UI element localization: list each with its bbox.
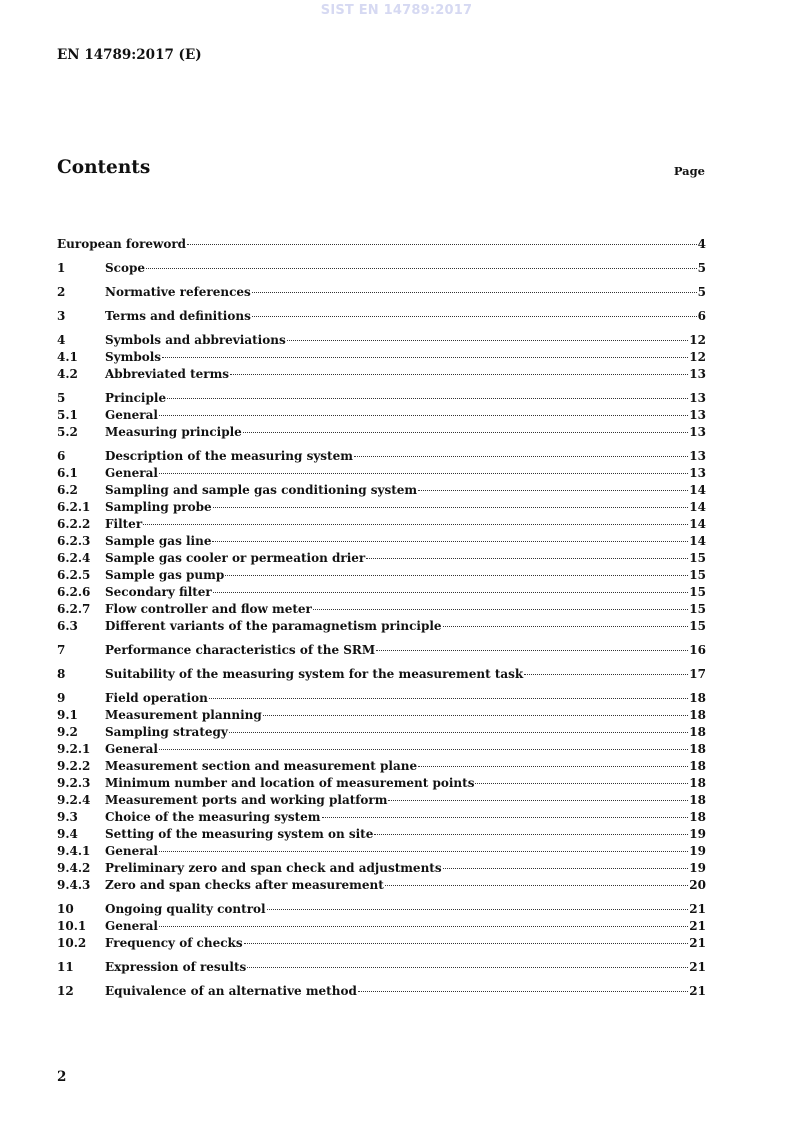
toc-entry-number: 6.2.5 (57, 568, 91, 582)
toc-entry-number: 9.4.2 (57, 861, 91, 875)
toc-entry[interactable] (57, 707, 706, 724)
toc-entry-title: Sample gas line (105, 534, 212, 548)
toc-entry[interactable] (57, 618, 706, 635)
toc-entry-title: Flow controller and flow meter (105, 602, 312, 616)
toc-leader-dots (187, 243, 697, 245)
toc-entry-title: Choice of the measuring system (105, 810, 321, 824)
toc-entry-number: 9.2.4 (57, 793, 91, 807)
toc-entry[interactable] (57, 666, 706, 683)
toc-entry-page: 6 (697, 309, 706, 323)
toc-entry-title: General (105, 844, 158, 858)
toc-entry-number: 3 (57, 309, 66, 323)
toc-entry-number: 6.2.6 (57, 585, 91, 599)
toc-entry-page: 21 (689, 984, 706, 998)
toc-entry-page: 21 (689, 902, 706, 916)
toc-leader-dots (167, 397, 688, 399)
toc-entry-number: 6.2.3 (57, 534, 91, 548)
toc-leader-dots (159, 925, 688, 927)
toc-entry-number: 10 (57, 902, 74, 916)
toc-entry-number: 6.3 (57, 619, 78, 633)
toc-entry-title: Field operation (105, 691, 208, 705)
toc-entry-number: 9 (57, 691, 66, 705)
toc-entry-number: 9.1 (57, 708, 78, 722)
toc-leader-dots (388, 799, 688, 801)
toc-leader-dots (263, 714, 689, 716)
toc-entry[interactable] (57, 407, 706, 424)
toc-entry-page: 19 (689, 861, 706, 875)
toc-entry-page: 13 (689, 408, 706, 422)
toc-leader-dots (418, 489, 688, 491)
document-id: EN 14789:2017 (E) (57, 47, 202, 63)
toc-entry-title: General (105, 466, 158, 480)
toc-leader-dots (385, 884, 689, 886)
toc-leader-dots (212, 540, 688, 542)
toc-entry-page: 12 (689, 350, 706, 364)
toc-entry-number: 6.2.1 (57, 500, 91, 514)
toc-entry-number: 7 (57, 643, 66, 657)
toc-entry-number: 9.4.3 (57, 878, 91, 892)
toc-entry-number: 10.1 (57, 919, 87, 933)
toc-entry-number: 9.3 (57, 810, 78, 824)
toc-entry[interactable] (57, 741, 706, 758)
toc-entry-title: Measurement ports and working platform (105, 793, 388, 807)
toc-entry-title: Filter (105, 517, 143, 531)
toc-entry-page: 17 (689, 667, 706, 681)
toc-entry-number: 8 (57, 667, 66, 681)
toc-entry-page: 21 (689, 936, 706, 950)
toc-entry-number: 9.4 (57, 827, 78, 841)
toc-leader-dots (366, 557, 688, 559)
toc-entry[interactable] (57, 642, 706, 659)
toc-leader-dots (243, 431, 689, 433)
toc-entry[interactable] (57, 724, 706, 741)
toc-entry-title: General (105, 408, 158, 422)
toc-leader-dots (374, 833, 688, 835)
toc-leader-dots (162, 356, 688, 358)
toc-entry-number: 6.2.4 (57, 551, 91, 565)
toc-entry-number: 5.2 (57, 425, 78, 439)
toc-entry-title: Normative references (105, 285, 251, 299)
toc-entry-page: 14 (689, 500, 706, 514)
toc-entry-title: General (105, 919, 158, 933)
toc-entry-page: 18 (689, 691, 706, 705)
toc-entry-page: 15 (689, 551, 706, 565)
toc-entry-number: 5 (57, 391, 66, 405)
toc-entry-page: 14 (689, 534, 706, 548)
toc-leader-dots (159, 472, 688, 474)
toc-entry[interactable] (57, 792, 706, 809)
toc-entry[interactable] (57, 567, 706, 584)
toc-leader-dots (418, 765, 688, 767)
toc-entry-title: Symbols (105, 350, 162, 364)
toc-entry-title: Sample gas pump (105, 568, 225, 582)
toc-entry-number: 6.2 (57, 483, 78, 497)
toc-entry-number: 6.2.7 (57, 602, 91, 616)
toc-entry-page: 15 (689, 585, 706, 599)
toc-entry-page: 18 (689, 759, 706, 773)
toc-entry-page: 13 (689, 449, 706, 463)
toc-entry-page: 5 (697, 261, 706, 275)
toc-entry[interactable] (57, 349, 706, 366)
toc-leader-dots (252, 291, 697, 293)
toc-leader-dots (230, 373, 688, 375)
toc-entry-number: 10.2 (57, 936, 87, 950)
toc-entry-number: 12 (57, 984, 74, 998)
page-column-label: Page (673, 164, 705, 178)
toc-entry-page: 15 (689, 602, 706, 616)
toc-entry-page: 18 (689, 810, 706, 824)
toc-entry-page: 18 (689, 776, 706, 790)
toc-leader-dots (209, 697, 689, 699)
toc-entry[interactable] (57, 260, 706, 277)
contents-title: Contents (57, 157, 151, 178)
toc-entry-number: 6 (57, 449, 66, 463)
toc-entry[interactable] (57, 843, 706, 860)
toc-entry-page: 15 (689, 619, 706, 633)
toc-entry-page: 18 (689, 725, 706, 739)
toc-entry-title: Symbols and abbreviations (105, 333, 286, 347)
toc-entry-title: Setting of the measuring system on site (105, 827, 374, 841)
toc-entry[interactable] (57, 690, 706, 707)
toc-entry[interactable] (57, 533, 706, 550)
toc-entry[interactable] (57, 935, 706, 952)
page-number: 2 (57, 1069, 67, 1085)
toc-entry-page: 20 (689, 878, 706, 892)
toc-leader-dots (143, 523, 688, 525)
toc-leader-dots (322, 816, 689, 818)
toc-leader-dots (225, 574, 688, 576)
toc-entry-title: European foreword (57, 237, 187, 251)
toc-entry-number: 9.2.2 (57, 759, 91, 773)
toc-entry-title: Sampling probe (105, 500, 212, 514)
toc-leader-dots (443, 625, 689, 627)
toc-entry-title: Abbreviated terms (105, 367, 230, 381)
toc-leader-dots (475, 782, 688, 784)
toc-entry-title: Sampling strategy (105, 725, 228, 739)
toc-leader-dots (358, 990, 688, 992)
toc-entry-page: 21 (689, 919, 706, 933)
toc-entry[interactable] (57, 332, 706, 349)
toc-entry-page: 14 (689, 483, 706, 497)
toc-entry[interactable] (57, 550, 706, 567)
toc-entry-title: Sampling and sample gas conditioning system (105, 483, 418, 497)
toc-leader-dots (159, 748, 688, 750)
toc-entry[interactable] (57, 809, 706, 826)
toc-leader-dots (313, 608, 688, 610)
toc-leader-dots (213, 506, 689, 508)
toc-entry[interactable] (57, 877, 706, 894)
toc-entry-title: Equivalence of an alternative method (105, 984, 357, 998)
toc-entry-number: 11 (57, 960, 74, 974)
toc-entry-page: 13 (689, 466, 706, 480)
toc-entry-page: 19 (689, 844, 706, 858)
toc-entry[interactable] (57, 366, 706, 383)
toc-entry-page: 19 (689, 827, 706, 841)
toc-leader-dots (287, 339, 689, 341)
toc-leader-dots (159, 414, 688, 416)
watermark: SIST EN 14789:2017 (320, 3, 473, 18)
toc-entry-number: 9.2.1 (57, 742, 91, 756)
toc-entry[interactable] (57, 983, 706, 1000)
toc-entry-number: 5.1 (57, 408, 78, 422)
toc-entry-title: Scope (105, 261, 146, 275)
toc-entry-number: 4.2 (57, 367, 78, 381)
toc-entry-page: 12 (689, 333, 706, 347)
toc-entry[interactable] (57, 284, 706, 301)
toc-entry[interactable] (57, 236, 706, 253)
toc-entry-title: Different variants of the paramagnetism principle (105, 619, 442, 633)
toc-entry[interactable] (57, 959, 706, 976)
toc-entry-number: 6.1 (57, 466, 78, 480)
toc-entry-number: 6.2.2 (57, 517, 91, 531)
toc-entry-page: 15 (689, 568, 706, 582)
toc-entry-title: Measuring principle (105, 425, 242, 439)
toc-entry-number: 1 (57, 261, 66, 275)
toc-entry-title: Minimum number and location of measurement points (105, 776, 475, 790)
toc-entry[interactable] (57, 465, 706, 482)
toc-entry-title: Ongoing quality control (105, 902, 266, 916)
toc-entry-page: 18 (689, 708, 706, 722)
toc-entry-title: Principle (105, 391, 167, 405)
toc-leader-dots (354, 455, 688, 457)
toc-leader-dots (524, 673, 688, 675)
toc-entry-page: 16 (689, 643, 706, 657)
toc-entry-title: General (105, 742, 158, 756)
toc-entry[interactable] (57, 860, 706, 877)
toc-leader-dots (146, 267, 697, 269)
toc-leader-dots (213, 591, 689, 593)
toc-leader-dots (252, 315, 697, 317)
toc-entry[interactable] (57, 918, 706, 935)
toc-leader-dots (247, 966, 688, 968)
toc-leader-dots (267, 908, 689, 910)
toc-entry[interactable] (57, 448, 706, 465)
toc-entry-page: 18 (689, 742, 706, 756)
toc-entry-number: 4.1 (57, 350, 78, 364)
toc-entry-title: Preliminary zero and span check and adjustments (105, 861, 442, 875)
toc-entry-title: Measurement section and measurement plane (105, 759, 418, 773)
toc-entry-title: Sample gas cooler or permeation drier (105, 551, 366, 565)
toc-leader-dots (159, 850, 688, 852)
toc-entry-page: 13 (689, 367, 706, 381)
toc-entry-number: 2 (57, 285, 66, 299)
toc-entry[interactable] (57, 601, 706, 618)
toc-leader-dots (443, 867, 689, 869)
table-of-contents (57, 236, 706, 1000)
toc-entry-page: 18 (689, 793, 706, 807)
toc-entry-title: Measurement planning (105, 708, 262, 722)
toc-entry-number: 4 (57, 333, 66, 347)
toc-entry-page: 14 (689, 517, 706, 531)
toc-entry-page: 5 (697, 285, 706, 299)
toc-leader-dots (376, 649, 688, 651)
toc-entry[interactable] (57, 775, 706, 792)
toc-entry[interactable] (57, 758, 706, 775)
toc-entry[interactable] (57, 390, 706, 407)
toc-leader-dots (229, 731, 688, 733)
toc-entry-title: Expression of results (105, 960, 247, 974)
toc-entry[interactable] (57, 901, 706, 918)
toc-entry-title: Description of the measuring system (105, 449, 353, 463)
toc-entry[interactable] (57, 482, 706, 499)
toc-entry-number: 9.2 (57, 725, 78, 739)
toc-entry[interactable] (57, 308, 706, 325)
toc-entry[interactable] (57, 424, 706, 441)
toc-entry-page: 4 (697, 237, 706, 251)
toc-entry-page: 21 (689, 960, 706, 974)
toc-entry-title: Terms and definitions (105, 309, 251, 323)
toc-entry[interactable] (57, 499, 706, 516)
toc-entry-number: 9.4.1 (57, 844, 91, 858)
toc-entry[interactable] (57, 584, 706, 601)
toc-entry[interactable] (57, 826, 706, 843)
toc-entry[interactable] (57, 516, 706, 533)
toc-entry-title: Suitability of the measuring system for the measurement task (105, 667, 524, 681)
toc-entry-title: Performance characteristics of the SRM (105, 643, 376, 657)
toc-entry-number: 9.2.3 (57, 776, 91, 790)
toc-entry-page: 13 (689, 425, 706, 439)
toc-entry-title: Secondary filter (105, 585, 212, 599)
toc-entry-page: 13 (689, 391, 706, 405)
toc-leader-dots (244, 942, 689, 944)
toc-entry-title: Zero and span checks after measurement (105, 878, 384, 892)
toc-entry-title: Frequency of checks (105, 936, 243, 950)
